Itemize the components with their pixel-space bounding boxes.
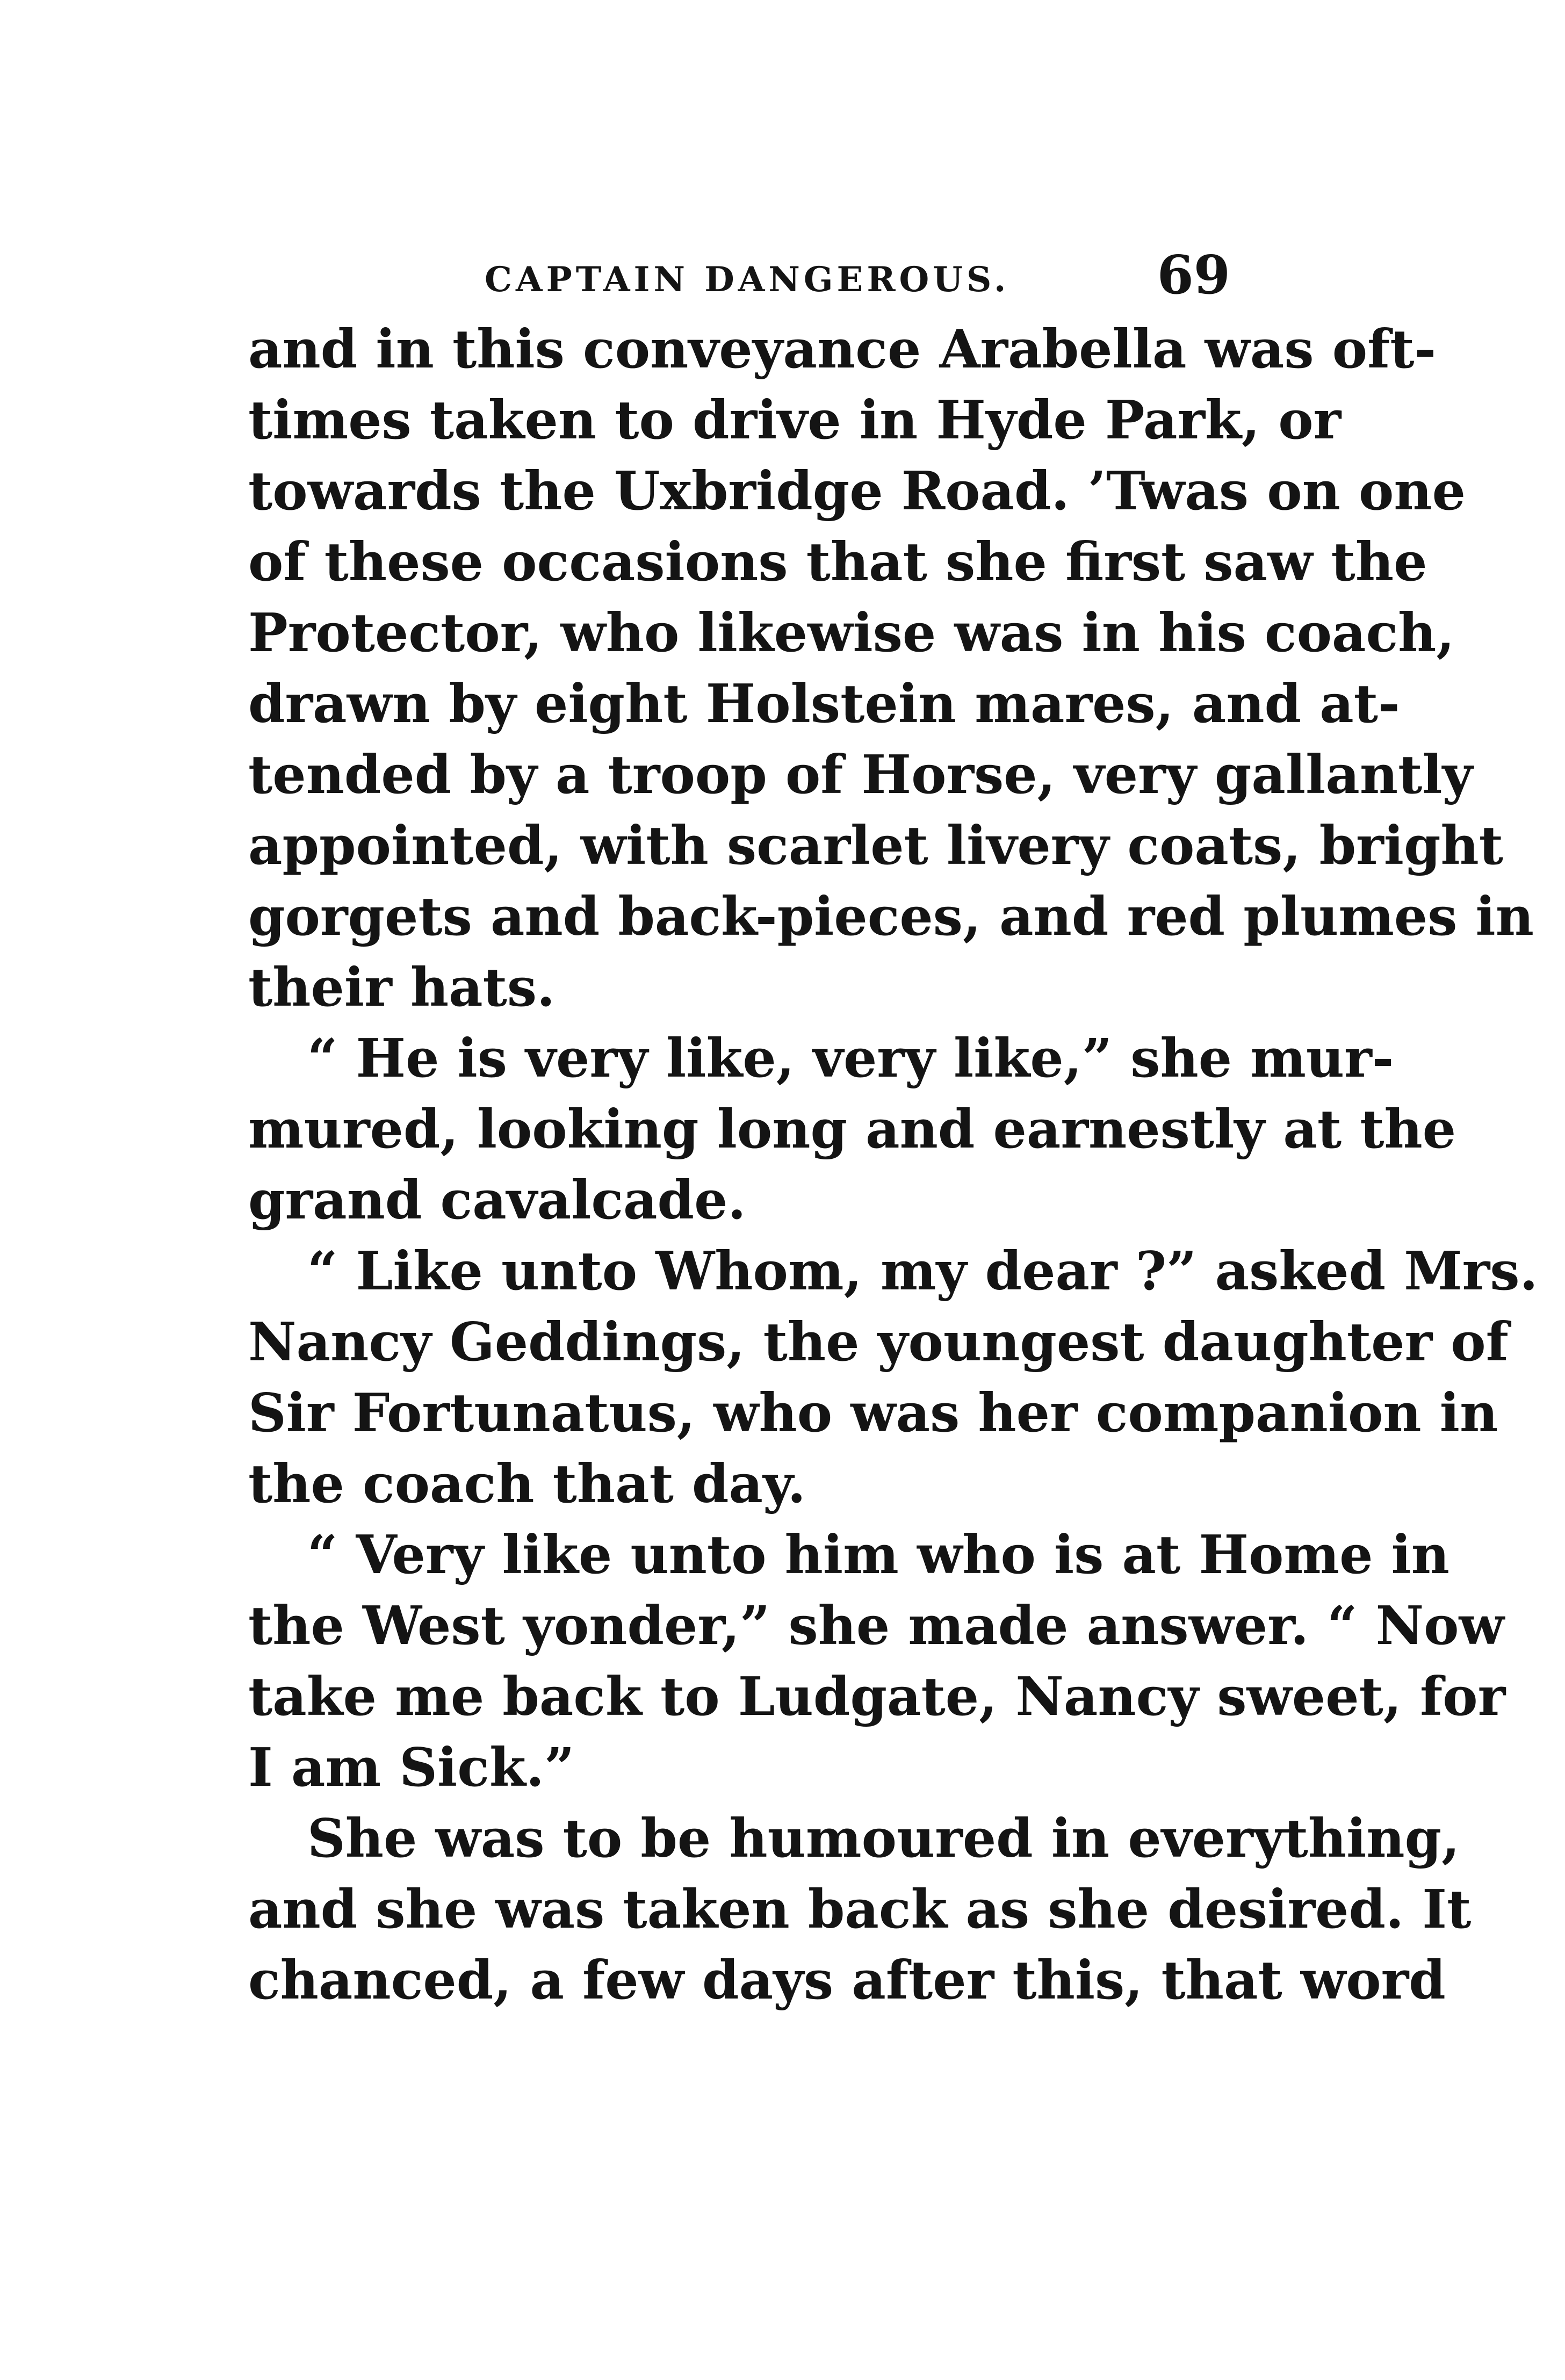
text-line: take me back to Ludgate, Nancy sweet, for — [248, 1666, 1506, 1728]
text-line: the West yonder,” she made answer. “ Now — [248, 1595, 1504, 1657]
text-line: towards the Uxbridge Road. ’Twas on one — [248, 460, 1466, 522]
page-number: 69 — [1157, 244, 1230, 306]
text-line: Protector, who likewise was in his coach, — [248, 602, 1455, 664]
text-line: gorgets and back-pieces, and red plumes in — [248, 886, 1534, 948]
text-line: Sir Fortunatus, who was her companion in — [248, 1382, 1498, 1444]
text-line: times taken to drive in Hyde Park, or — [248, 390, 1342, 451]
text-line: “ Very like unto him who is at Home in — [307, 1524, 1450, 1586]
text-line: the coach that day. — [248, 1453, 806, 1515]
text-line: tended by a troop of Horse, very gallantly — [248, 744, 1473, 806]
text-line: and she was taken back as she desired. It — [248, 1879, 1472, 1941]
text-line: of these occasions that she first saw the — [248, 531, 1427, 593]
text-line: and in this conveyance Arabella was oft- — [248, 319, 1437, 380]
text-line: Nancy Geddings, the youngest daughter of — [248, 1311, 1509, 1373]
running-title: CAPTAIN DANGEROUS. — [485, 259, 1010, 300]
body-text — [248, 314, 1538, 2016]
text-line: their hats. — [248, 957, 556, 1019]
text-line: appointed, with scarlet livery coats, bright — [248, 815, 1504, 877]
text-line: She was to be humoured in everything, — [307, 1808, 1460, 1870]
text-line: chanced, a few days after this, that word — [248, 1950, 1446, 2011]
text-line: mured, looking long and earnestly at the — [248, 1099, 1456, 1160]
text-line: “ Like unto Whom, my dear ?” asked Mrs. — [307, 1241, 1538, 1302]
text-line: I am Sick.” — [248, 1737, 575, 1799]
text-line: drawn by eight Holstein mares, and at- — [248, 673, 1400, 735]
running-header — [248, 244, 1230, 309]
text-line: “ He is very like, very like,” she mur- — [307, 1028, 1394, 1090]
text-line: grand cavalcade. — [248, 1170, 746, 1231]
